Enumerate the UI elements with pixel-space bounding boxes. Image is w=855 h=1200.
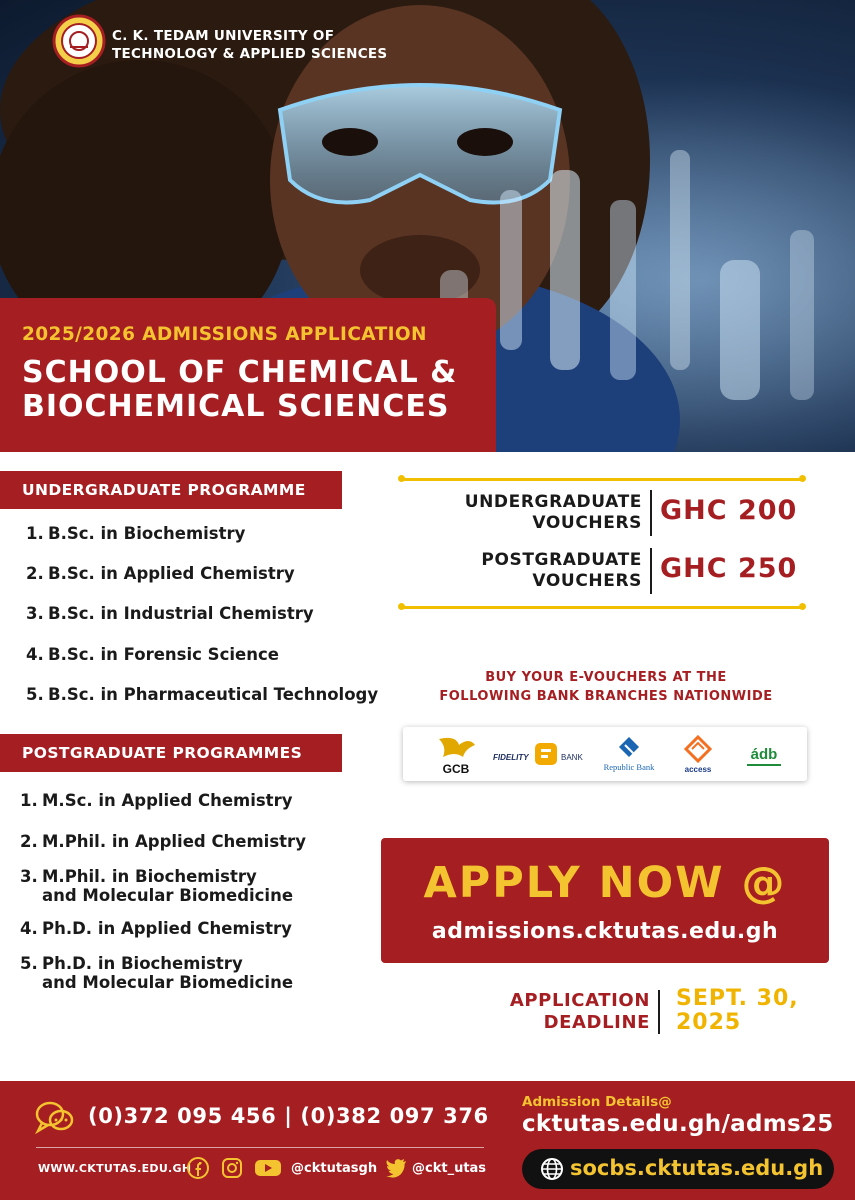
programme-name: Ph.D. in Biochemistry [42,954,243,973]
voucher-separator [650,490,652,536]
university-crest-icon [52,14,106,68]
access-bank-logo [677,735,719,775]
undergraduate-programme [26,524,245,543]
programme-name: M.Sc. in Applied Chemistry [42,791,293,810]
undergraduate-programme [26,645,279,664]
gold-divider-bottom [400,606,804,609]
undergraduate-heading: UNDERGRADUATE PROGRAMME [0,471,342,509]
globe-icon [540,1157,564,1181]
programme-number: 3. [20,867,38,886]
programme-number: 1. [26,524,44,543]
programme-name: Ph.D. in Applied Chemistry [42,919,292,938]
phone-numbers[interactable]: (0)372 095 456 | (0)382 097 376 [88,1104,489,1128]
twitter-handle[interactable]: @ckt_utas [412,1161,487,1176]
republic-logo-text: Republic Bank [603,762,655,772]
apply-now-label: APPLY NOW @ [423,858,787,908]
school-title-line2: BIOCHEMICAL SCIENCES [22,389,450,424]
deadline-date-line2: 2025 [676,1010,742,1035]
voucher-label-line2: VOUCHERS [532,513,642,533]
postgraduate-programme [20,791,292,810]
postgraduate-programme [20,919,292,938]
programme-name: B.Sc. in Forensic Science [48,645,279,664]
adb-logo [739,735,789,775]
fidelity-logo-text: FIDELITY [493,753,529,762]
postgraduate-voucher-price: GHC 250 [660,553,798,584]
programme-name: M.Phil. in Biochemistry [42,867,257,886]
programme-number: 1. [20,791,38,810]
deadline-label-line2: DEADLINE [543,1012,650,1033]
footer-divider [36,1147,484,1148]
postgraduate-voucher-label [406,550,642,592]
programme-name-line2: and Molecular Biomedicine [42,973,294,992]
programme-name: B.Sc. in Pharmaceutical Technology [48,685,379,704]
postgraduate-programme [20,867,293,905]
university-name-line1: C. K. TEDAM UNIVERSITY OF [112,28,335,44]
programme-number: 5. [26,685,44,704]
adb-logo-text: ádb [750,746,778,763]
programme-number: 2. [26,564,44,583]
admission-details-link[interactable]: cktutas.edu.gh/adms25 [522,1111,834,1137]
admission-details-label: Admission Details@ [522,1094,672,1110]
socbs-url-link[interactable]: socbs.cktutas.edu.gh [570,1156,824,1180]
programme-name: M.Phil. in Applied Chemistry [42,832,306,851]
bank-logos-strip [403,727,807,781]
postgraduate-heading: POSTGRADUATE PROGRAMMES [0,734,342,772]
republic-bank-logo [601,735,657,775]
programme-name: B.Sc. in Biochemistry [48,524,246,543]
voucher-separator [650,548,652,594]
programme-number: 4. [20,919,38,938]
programme-name-line2: and Molecular Biomedicine [42,886,294,905]
university-name [112,27,387,63]
fidelity-bank-logo [493,735,589,775]
programme-name: B.Sc. in Industrial Chemistry [48,604,314,623]
twitter-icon[interactable] [384,1157,408,1179]
school-title [22,356,457,424]
gcb-logo [429,735,483,775]
fidelity-logo-suffix: BANK [561,753,583,762]
chat-phone-icon [34,1100,74,1134]
undergraduate-programme [26,604,314,623]
youtube-handle[interactable]: @cktutasgh [291,1161,378,1176]
gcb-logo-text: GCB [442,762,470,775]
buy-vouchers-note [400,668,812,706]
deadline-date [676,987,799,1035]
deadline-date-line1: SEPT. 30, [676,986,799,1011]
programme-number: 3. [26,604,44,623]
university-name-line2: TECHNOLOGY & APPLIED SCIENCES [112,46,388,62]
postgraduate-programme [20,954,293,992]
voucher-label-line1: UNDERGRADUATE [464,492,642,512]
school-title-line1: SCHOOL OF CHEMICAL & [22,355,458,390]
undergraduate-voucher-label [406,492,642,534]
voucher-label-line1: POSTGRADUATE [481,550,642,570]
youtube-icon[interactable] [254,1157,282,1179]
apply-url-link[interactable]: admissions.cktutas.edu.gh [431,919,779,944]
voucher-label-line2: VOUCHERS [532,571,642,591]
admission-year: 2025/2026 ADMISSIONS APPLICATION [22,324,427,345]
website-link[interactable]: WWW.CKTUTAS.EDU.GH [38,1162,192,1175]
deadline-label-line1: APPLICATION [509,990,650,1011]
access-logo-text: access [684,765,712,774]
gold-divider-top [400,478,804,481]
deadline-label [440,990,650,1034]
programme-name: B.Sc. in Applied Chemistry [48,564,295,583]
undergraduate-voucher-price: GHC 200 [660,495,798,526]
buy-note-line1: BUY YOUR E-VOUCHERS AT THE [485,670,727,685]
deadline-separator [658,990,660,1034]
programme-number: 4. [26,645,44,664]
postgraduate-programme [20,832,306,851]
undergraduate-programme [26,685,378,704]
programme-number: 2. [20,832,38,851]
undergraduate-programme [26,564,295,583]
instagram-icon[interactable] [220,1157,244,1179]
facebook-icon[interactable] [186,1157,210,1179]
programme-number: 5. [20,954,38,973]
buy-note-line2: FOLLOWING BANK BRANCHES NATIONWIDE [439,689,773,704]
